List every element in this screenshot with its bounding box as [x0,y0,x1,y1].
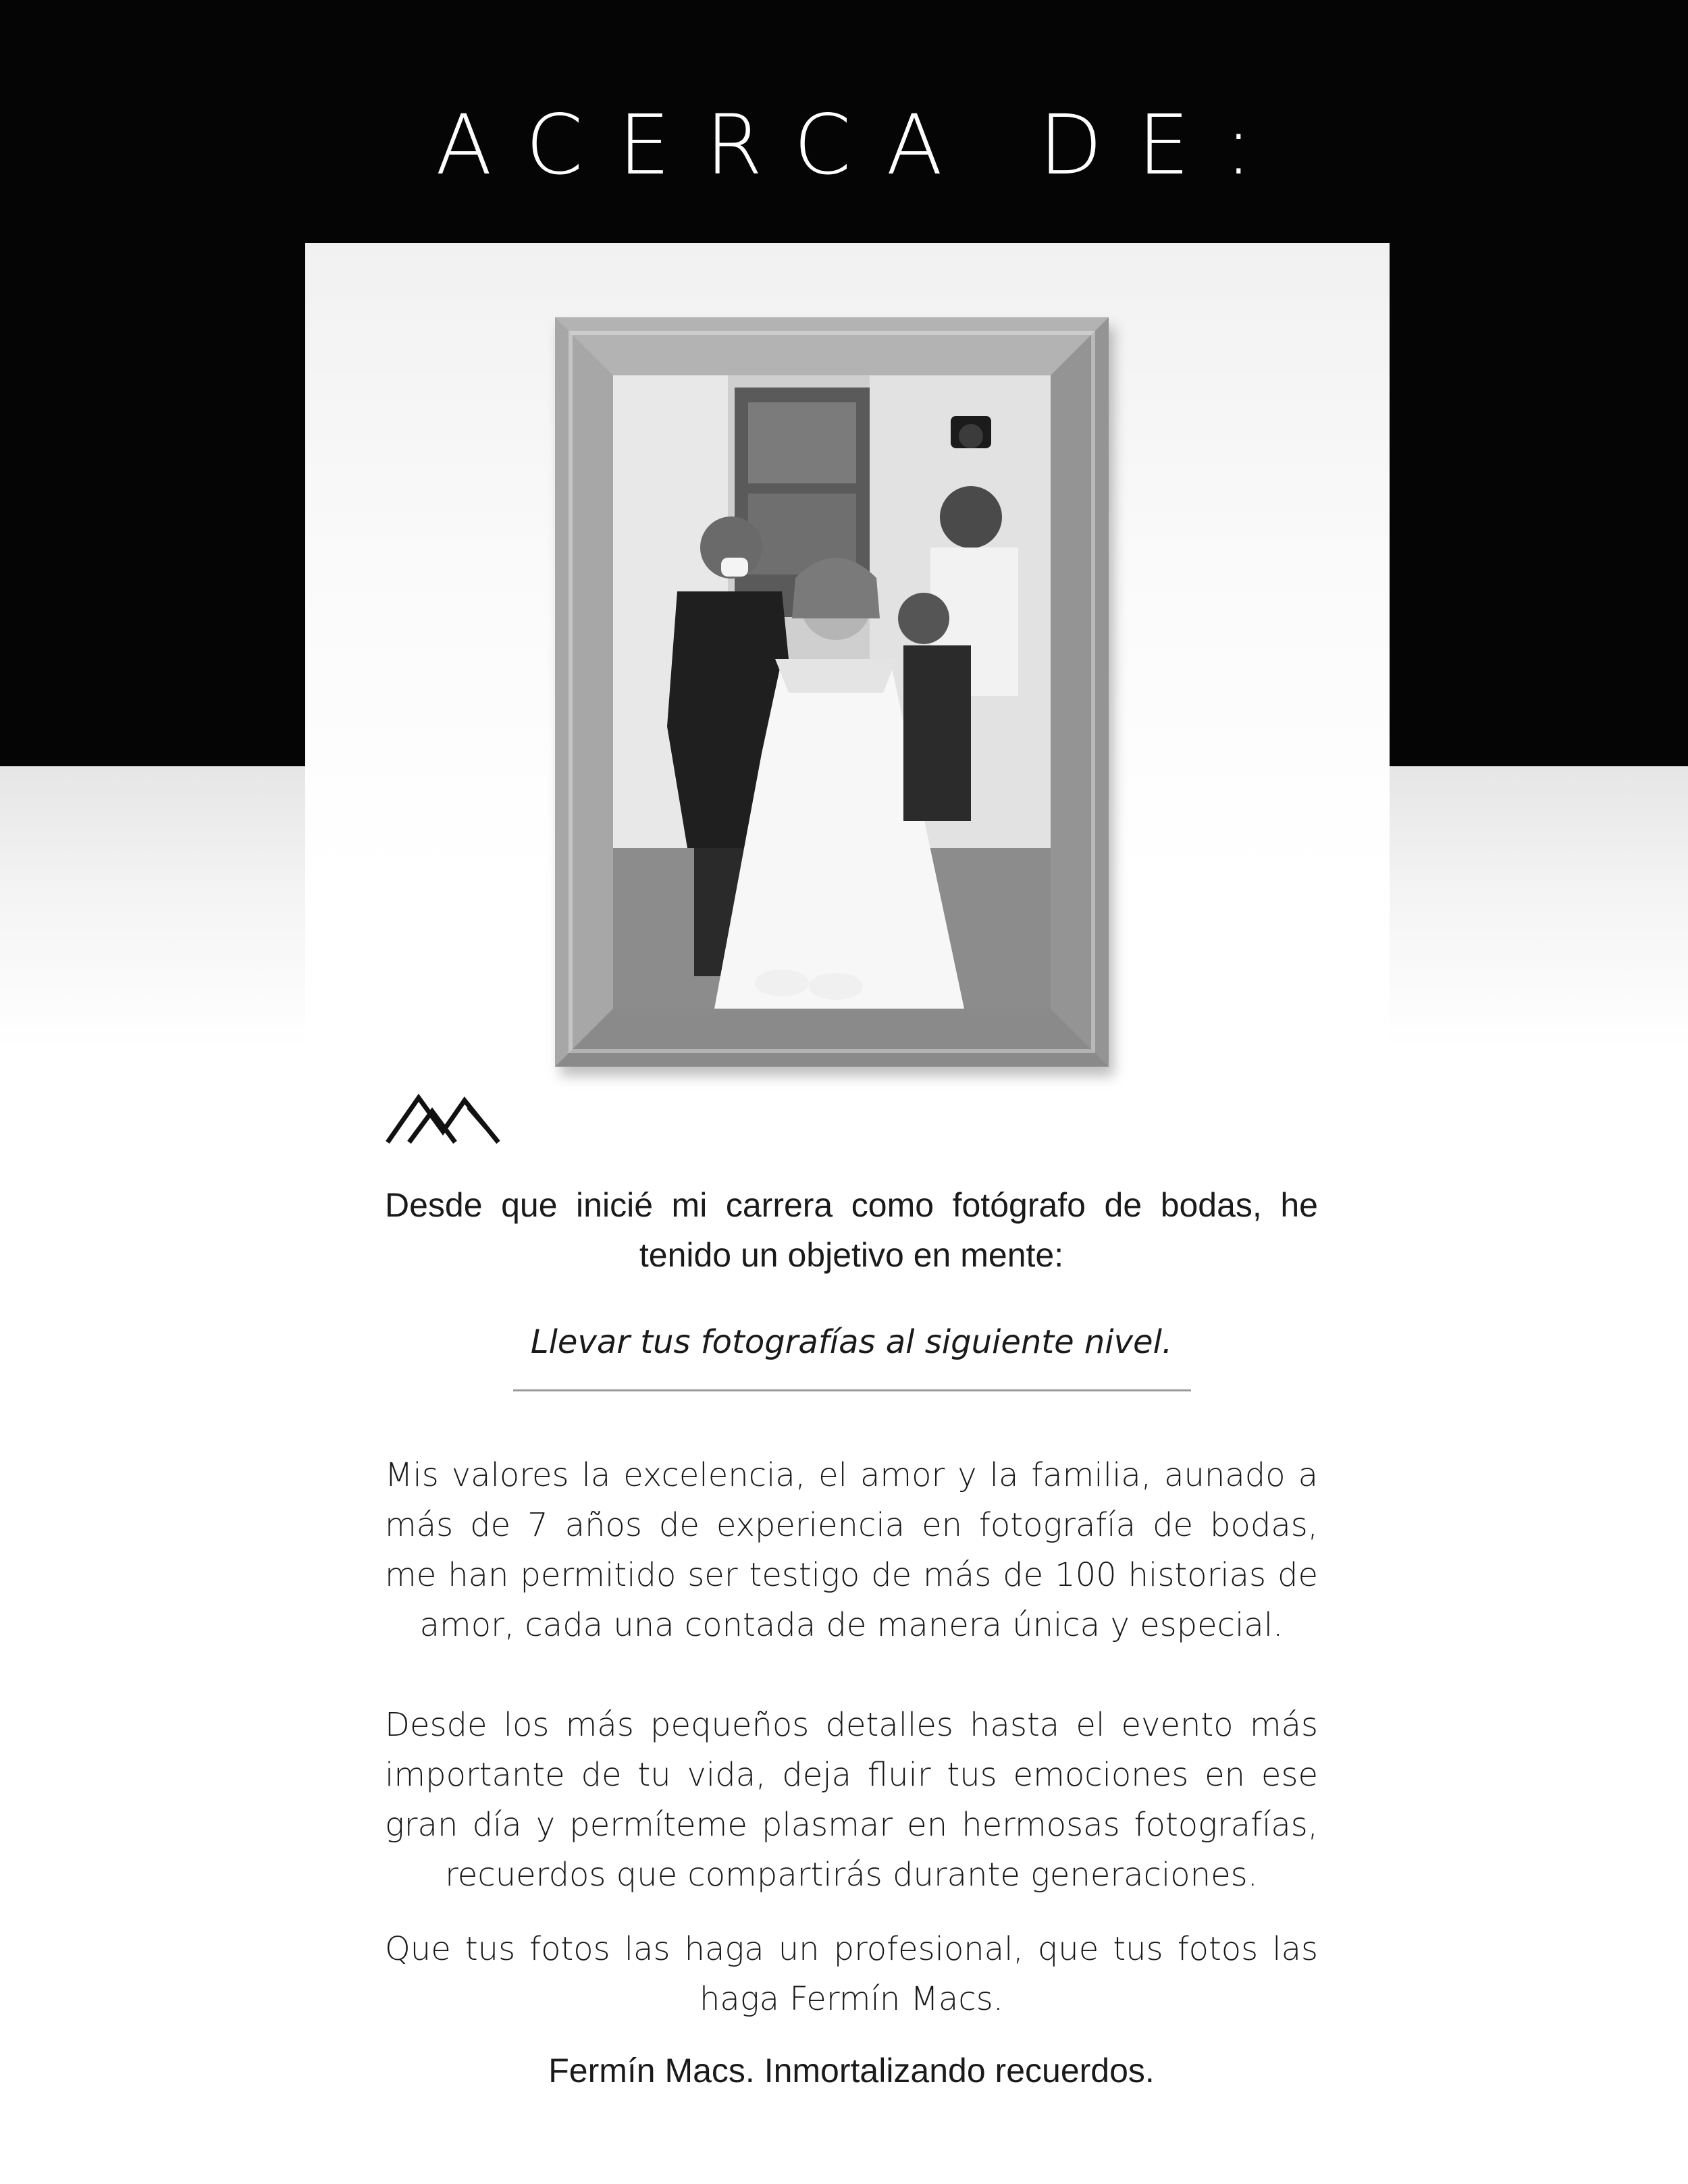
body-paragraph-2: Desde los más pequeños detalles hasta el evento más importante de tu vida, deja fluir tus emociones en ese gran día y permíteme plasmar en hermosas fotografías, recuerdos que compartirás durante generaciones. [385,1706,1318,1894]
tagline: Llevar tus fotografías al siguiente nivel. [530,1323,1173,1361]
wedding-photo [613,375,1051,1009]
picture-frame [555,317,1109,1067]
fm-mountain-logo-icon [385,1094,501,1145]
signature-line: Fermín Macs. Inmortalizando recuerdos. [548,2052,1155,2089]
page-title: ACERCA DE: [436,97,1288,193]
intro-text: Desde que inicié mi carrera como fotógrafo de bodas, he tenido un objetivo en mente: [385,1186,1318,1274]
body-paragraph-3: Que tus fotos las haga un profesional, que tus fotos las haga Fermín Macs. [385,1930,1318,2018]
body-paragraph-1: Mis valores la excelencia, el amor y la familia, aunado a más de 7 años de experiencia en fotografía de bodas, me han permitido ser testigo de más de 100 historias de amor, cada una contada de manera única y especial. [385,1456,1318,1644]
divider [513,1389,1191,1391]
